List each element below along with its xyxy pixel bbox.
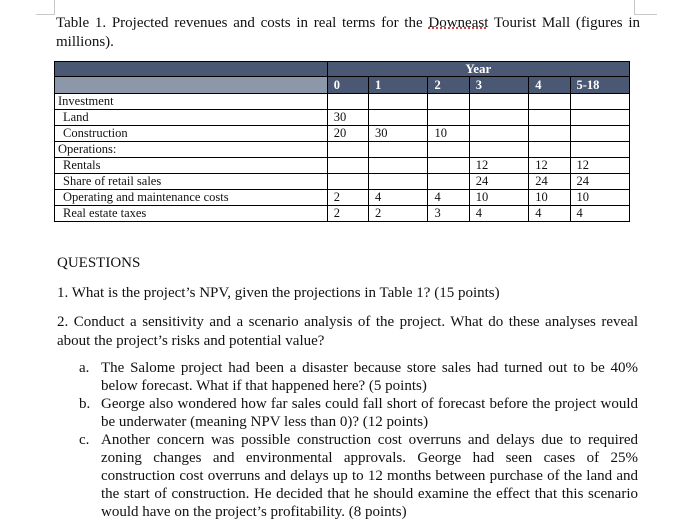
table-row <box>55 158 630 174</box>
table-cell: 10 <box>570 190 629 206</box>
caption-suffix: Tourist Mall (figures in millions). <box>56 15 640 50</box>
table-cell: 10 <box>469 190 528 206</box>
table-cell <box>369 158 428 174</box>
table-cell <box>369 94 428 110</box>
row-label: Rentals <box>55 158 328 174</box>
year-header: Year <box>327 62 629 77</box>
table-row <box>55 110 630 126</box>
year-col-header: 1 <box>369 77 428 94</box>
table-cell: 20 <box>327 126 368 142</box>
table-cell <box>529 142 570 158</box>
header-label-cell <box>55 77 328 94</box>
table-cell <box>570 126 629 142</box>
table-cell <box>529 94 570 110</box>
caption-prefix: Table 1. Projected revenues and costs in real terms for the <box>56 15 429 31</box>
table-cell <box>529 110 570 126</box>
table-cell: 2 <box>327 190 368 206</box>
year-col-header: 5-18 <box>570 77 629 94</box>
table-cell <box>469 142 528 158</box>
table-cell <box>327 94 368 110</box>
table-cell: 24 <box>570 174 629 190</box>
table-cell: 12 <box>529 158 570 174</box>
table-cell: 12 <box>469 158 528 174</box>
row-label: Investment <box>55 94 328 110</box>
table-cell <box>369 142 428 158</box>
row-label: Operations: <box>55 142 328 158</box>
sub-question-c <box>57 431 638 521</box>
table-cell <box>469 110 528 126</box>
table-cell: 10 <box>428 126 469 142</box>
table-row <box>55 126 630 142</box>
table-cell <box>570 94 629 110</box>
table-row <box>55 190 630 206</box>
table-cell: 30 <box>369 126 428 142</box>
questions-section <box>57 254 638 521</box>
page-corner-mark-right <box>634 0 657 15</box>
row-label: Land <box>55 110 328 126</box>
table-cell: 24 <box>529 174 570 190</box>
table-row <box>55 174 630 190</box>
list-marker: a. <box>79 360 90 376</box>
table-cell: 4 <box>570 206 629 222</box>
table-row <box>55 94 630 110</box>
sub-question-a <box>57 359 638 395</box>
sub-questions-list <box>57 359 638 521</box>
table-cell <box>428 142 469 158</box>
table-cell: 24 <box>469 174 528 190</box>
table-row <box>55 206 630 222</box>
sub-question-text: Another concern was possible construction cost overruns and delays due to required zoning changes and environmental approvals. George had seen cases of 25% construction cost overruns and delays up to 12 months between purchase of the land and the start of construction. He decided that he should examine the effect that this scenario would have on the project’s profitability. (8 points) <box>101 432 638 520</box>
table-cell <box>428 174 469 190</box>
table-cell: 2 <box>327 206 368 222</box>
questions-heading: QUESTIONS <box>57 255 141 271</box>
table-cell: 3 <box>428 206 469 222</box>
table-cell: 4 <box>369 190 428 206</box>
table-cell <box>327 158 368 174</box>
row-label: Construction <box>55 126 328 142</box>
table-cell <box>369 110 428 126</box>
table-row <box>55 142 630 158</box>
sub-question-text: George also wondered how far sales could fall short of forecast before the project would be underwater (meaning NPV less than 0)? (12 points) <box>101 396 638 430</box>
table-cell <box>327 142 368 158</box>
table-cell <box>570 110 629 126</box>
table-cell <box>428 158 469 174</box>
table-cell <box>428 94 469 110</box>
table-cell: 12 <box>570 158 629 174</box>
table-cell <box>327 174 368 190</box>
question-1: 1. What is the project’s NPV, given the projections in Table 1? (15 points) <box>57 285 500 301</box>
list-marker: b. <box>79 396 91 412</box>
caption-underlined-word: Downeast <box>428 15 489 31</box>
table-cell <box>428 110 469 126</box>
year-col-header: 2 <box>428 77 469 94</box>
row-label: Real estate taxes <box>55 206 328 222</box>
question-2: 2. Conduct a sensitivity and a scenario analysis of the project. What do these analyses reveal about the project’s risks and potential value? <box>57 314 638 349</box>
table-caption <box>56 14 640 52</box>
table-cell: 4 <box>428 190 469 206</box>
table-header-columns-row <box>55 77 630 94</box>
year-col-header: 3 <box>469 77 528 94</box>
table-cell: 30 <box>327 110 368 126</box>
row-label: Operating and maintenance costs <box>55 190 328 206</box>
sub-question-b <box>57 395 638 431</box>
table-cell <box>570 142 629 158</box>
table-cell: 2 <box>369 206 428 222</box>
year-col-header: 4 <box>529 77 570 94</box>
row-label: Share of retail sales <box>55 174 328 190</box>
table-cell <box>529 126 570 142</box>
table-cell <box>469 94 528 110</box>
sub-question-text: The Salome project had been a disaster because store sales had turned out to be 40% below forecast. What if that happened here? (5 points) <box>101 360 638 394</box>
list-marker: c. <box>79 432 90 448</box>
header-empty-cell <box>55 62 328 77</box>
year-col-header: 0 <box>327 77 368 94</box>
table-cell: 4 <box>469 206 528 222</box>
table-cell <box>369 174 428 190</box>
table-cell: 4 <box>529 206 570 222</box>
projection-table <box>54 61 630 222</box>
table-cell: 10 <box>529 190 570 206</box>
table-cell <box>469 126 528 142</box>
table-header-year-row <box>55 62 630 77</box>
page-corner-mark-left <box>36 0 55 15</box>
